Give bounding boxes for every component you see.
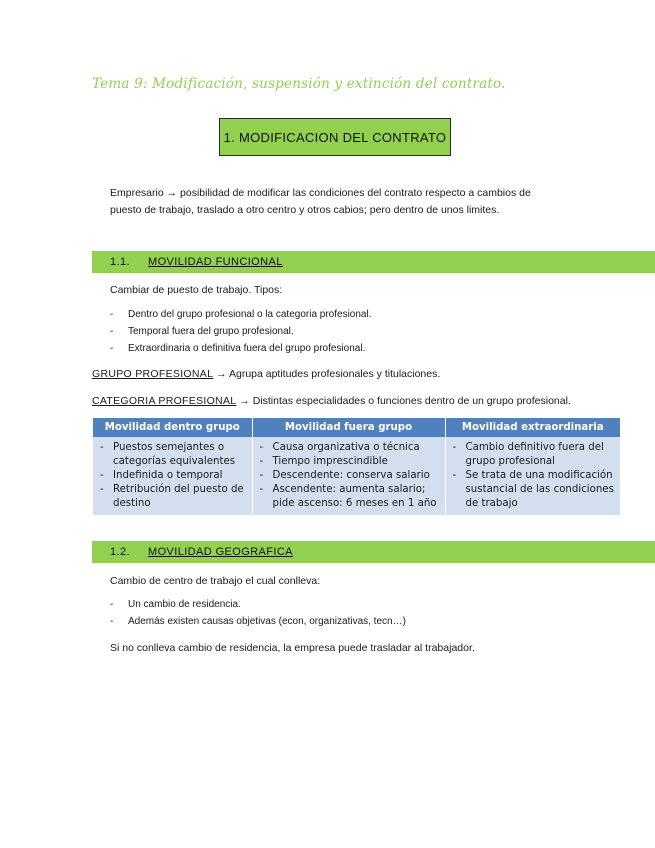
- definition-grupo-profesional: [92, 368, 440, 380]
- section-heading-movilidad-funcional: [92, 251, 655, 273]
- list-item: - Indefinida o temporal: [97, 469, 248, 483]
- list-item: - Tiempo imprescindible: [257, 455, 441, 469]
- intro-line-1: Empresario → posibilidad de modificar las condiciones del contrato respecto a cambios de: [110, 187, 531, 199]
- definition-categoria-profesional: [92, 395, 571, 407]
- table-header: Movilidad extraordinaria: [445, 418, 620, 437]
- table-cell: [445, 437, 620, 515]
- table-header: Movilidad fuera grupo: [252, 418, 445, 437]
- section-heading-movilidad-geografica: [92, 541, 655, 563]
- definition-text: → Agrupa aptitudes profesionales y titulaciones.: [213, 368, 441, 380]
- list-item: - Además existen causas objetivas (econ, organizativas, tecn…): [110, 616, 406, 627]
- list-item: - Causa organizativa o técnica: [257, 441, 441, 455]
- table-header: Movilidad dentro grupo: [93, 418, 252, 437]
- closing-paragraph: Si no conlleva cambio de residencia, la empresa puede trasladar al trabajador.: [110, 642, 475, 654]
- definition-term: GRUPO PROFESIONAL: [92, 368, 214, 380]
- section-lead: Cambiar de puesto de trabajo. Tipos:: [110, 284, 283, 296]
- list-item: - Retribución del puesto de destino: [97, 483, 248, 511]
- list-item: - Ascendente: aumenta salario; pide ascenso: 6 meses en 1 año: [257, 483, 441, 511]
- table-cell: [252, 437, 445, 515]
- section-number: 1.1.: [110, 256, 130, 268]
- intro-line-2: puesto de trabajo, traslado a otro centro y otros cabios; pero dentro de unos limites.: [110, 204, 500, 216]
- list-item: - Un cambio de residencia.: [110, 599, 241, 610]
- list-item: - Puestos semejantes o categorías equivalentes: [97, 441, 248, 469]
- definition-term: CATEGORIA PROFESIONAL: [92, 395, 237, 407]
- intro-paragraph: [110, 185, 531, 219]
- list-item: - Temporal fuera del grupo profesional.: [110, 326, 294, 337]
- movilidad-table: [93, 418, 620, 515]
- list-item: - Descendente: conserva salario: [257, 469, 441, 483]
- table-cell: [93, 437, 252, 515]
- list-item: - Dentro del grupo profesional o la categoria profesional.: [110, 309, 372, 320]
- section-title: MOVILIDAD GEOGRAFICA: [148, 546, 293, 558]
- main-heading: 1. MODIFICACION DEL CONTRATO: [219, 118, 451, 156]
- section-lead: Cambio de centro de trabajo el cual conlleva:: [110, 575, 321, 587]
- section-number: 1.2.: [110, 546, 130, 558]
- list-item: - Cambio definitivo fuera del grupo profesional: [450, 441, 617, 469]
- definition-text: → Distintas especialidades o funciones dentro de un grupo profesional.: [236, 395, 571, 407]
- topic-title: Tema 9: Modificación, suspensión y extinción del contrato.: [92, 76, 506, 92]
- section-title: MOVILIDAD FUNCIONAL: [148, 256, 283, 268]
- list-item: - Extraordinaria o definitiva fuera del grupo profesional.: [110, 343, 366, 354]
- list-item: - Se trata de una modificación sustancial de las condiciones de trabajo: [450, 469, 617, 511]
